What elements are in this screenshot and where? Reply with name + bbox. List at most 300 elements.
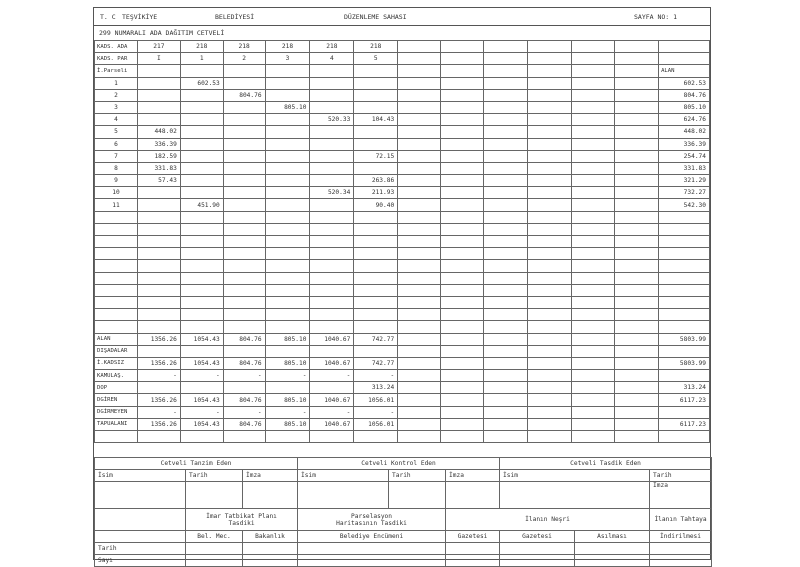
parcel-value xyxy=(310,126,354,138)
table-cell xyxy=(310,248,354,260)
summary-value: - xyxy=(310,370,354,382)
summary-row xyxy=(95,345,710,357)
table-cell xyxy=(180,309,223,321)
table-cell xyxy=(398,162,441,174)
summary-value: 1356.26 xyxy=(137,418,180,430)
parcel-value xyxy=(310,77,354,89)
table-cell xyxy=(440,394,483,406)
table-cell xyxy=(137,296,180,308)
table-cell xyxy=(483,418,528,430)
table-cell xyxy=(528,101,572,113)
summary-value xyxy=(180,345,223,357)
parselasyon-label xyxy=(298,509,446,531)
header-belediye: BELEDİYESİ xyxy=(215,13,255,21)
table-cell xyxy=(659,53,710,65)
table-cell xyxy=(483,284,528,296)
table-cell xyxy=(137,223,180,235)
ada-cell: 218 xyxy=(354,41,398,53)
table-cell xyxy=(398,175,441,187)
table-cell xyxy=(528,321,572,333)
table-cell xyxy=(483,394,528,406)
parcel-value xyxy=(265,199,310,211)
table-cell xyxy=(180,236,223,248)
table-cell xyxy=(137,236,180,248)
parcel-value: 520.33 xyxy=(310,114,354,126)
table-cell xyxy=(659,431,710,443)
table-cell xyxy=(659,248,710,260)
table-cell xyxy=(571,370,615,382)
table-cell xyxy=(180,211,223,223)
table-cell xyxy=(528,296,572,308)
parcel-value: 520.34 xyxy=(310,187,354,199)
table-cell xyxy=(223,248,265,260)
section-tasdik: Cetveli Tasdik Eden xyxy=(500,458,712,470)
parcel-row xyxy=(95,162,710,174)
table-cell xyxy=(440,162,483,174)
table-cell xyxy=(528,394,572,406)
table-cell xyxy=(659,309,710,321)
table-cell xyxy=(310,260,354,272)
parselasyon-line1: Parselasyon xyxy=(351,512,392,520)
table-cell xyxy=(615,211,659,223)
table-cell xyxy=(440,382,483,394)
parcel-number: 6 xyxy=(95,138,138,150)
summary-value: 1054.43 xyxy=(180,357,223,369)
summary-row xyxy=(95,394,710,406)
summary-value: 805.10 xyxy=(265,333,310,345)
table-cell xyxy=(310,284,354,296)
summary-value: 804.76 xyxy=(223,333,265,345)
belediye-encumeni-label: Belediye Encümeni xyxy=(298,531,446,543)
table-cell xyxy=(180,223,223,235)
alan-header: ALAN xyxy=(659,65,710,77)
table-cell xyxy=(180,65,223,77)
tarih-row-label: Tarih xyxy=(95,543,186,555)
tarih-label-2: Tarih xyxy=(389,470,446,482)
parcel-total: 542.30 xyxy=(659,199,710,211)
row-label: KADS. ADA xyxy=(95,41,138,53)
table-cell xyxy=(571,150,615,162)
row-label: İ.Parseli xyxy=(95,65,138,77)
parcel-row xyxy=(95,138,710,150)
table-cell xyxy=(571,199,615,211)
table-cell xyxy=(571,345,615,357)
table-cell xyxy=(659,211,710,223)
table-cell xyxy=(615,296,659,308)
table-cell xyxy=(615,77,659,89)
parcel-total: 321.29 xyxy=(659,175,710,187)
table-cell xyxy=(310,65,354,77)
summary-value xyxy=(137,345,180,357)
parcel-value xyxy=(265,89,310,101)
table-cell xyxy=(398,150,441,162)
table-cell xyxy=(483,406,528,418)
parcel-value xyxy=(223,175,265,187)
parcel-value: 336.39 xyxy=(137,138,180,150)
table-cell xyxy=(571,431,615,443)
table-cell xyxy=(483,101,528,113)
summary-value xyxy=(180,382,223,394)
table-cell xyxy=(354,272,398,284)
imar-plan-line1: İmar Tatbikat Planı xyxy=(206,512,277,520)
table-cell xyxy=(398,394,441,406)
table-cell xyxy=(483,114,528,126)
table-cell xyxy=(615,357,659,369)
table-cell xyxy=(354,296,398,308)
table-cell xyxy=(615,260,659,272)
table-cell xyxy=(483,357,528,369)
summary-value: 1356.26 xyxy=(137,357,180,369)
table-cell xyxy=(398,41,441,53)
table-cell xyxy=(398,309,441,321)
table-cell xyxy=(483,89,528,101)
summary-value xyxy=(265,345,310,357)
summary-value: - xyxy=(223,370,265,382)
table-cell xyxy=(571,138,615,150)
summary-value: 804.76 xyxy=(223,394,265,406)
table-cell xyxy=(440,175,483,187)
parcel-value: 182.59 xyxy=(137,150,180,162)
table-cell xyxy=(659,284,710,296)
table-cell xyxy=(483,296,528,308)
summary-value: - xyxy=(223,406,265,418)
parcel-value xyxy=(310,150,354,162)
table-cell xyxy=(483,370,528,382)
table-cell xyxy=(483,236,528,248)
summary-value: - xyxy=(265,370,310,382)
parcel-value xyxy=(310,175,354,187)
blank-row xyxy=(95,248,710,260)
parcel-value xyxy=(223,162,265,174)
table-cell xyxy=(180,248,223,260)
table-cell xyxy=(615,89,659,101)
parcel-value xyxy=(137,187,180,199)
parcel-row xyxy=(95,187,710,199)
parcel-number: 7 xyxy=(95,150,138,162)
parcel-value: 805.10 xyxy=(265,101,310,113)
indirilmesi-label: İndirilmesi xyxy=(650,531,712,543)
table-cell xyxy=(180,260,223,272)
summary-total: 5803.99 xyxy=(659,333,710,345)
table-cell xyxy=(528,211,572,223)
table-cell xyxy=(528,199,572,211)
table-cell xyxy=(310,272,354,284)
isim-label-2: İsim xyxy=(298,470,389,482)
parcel-row xyxy=(95,89,710,101)
table-cell xyxy=(265,260,310,272)
table-cell xyxy=(528,345,572,357)
par-cell: 2 xyxy=(223,53,265,65)
parcel-number: 11 xyxy=(95,199,138,211)
table-cell xyxy=(483,382,528,394)
summary-value: 804.76 xyxy=(223,357,265,369)
header-tc: T. C xyxy=(100,13,116,21)
table-cell xyxy=(571,126,615,138)
table-cell xyxy=(95,260,138,272)
parcel-value xyxy=(137,77,180,89)
table-cell xyxy=(440,406,483,418)
table-cell xyxy=(137,321,180,333)
parcel-table xyxy=(94,40,710,443)
blank-row xyxy=(95,321,710,333)
table-cell xyxy=(615,309,659,321)
header-office: DÜZENLEME SAHASI xyxy=(344,13,407,21)
table-cell xyxy=(310,321,354,333)
parcel-total: 331.83 xyxy=(659,162,710,174)
summary-value xyxy=(354,345,398,357)
summary-value: 1054.43 xyxy=(180,394,223,406)
table-cell xyxy=(528,89,572,101)
isim-label-1: İsim xyxy=(95,470,186,482)
table-cell xyxy=(483,77,528,89)
table-cell xyxy=(483,272,528,284)
table-cell xyxy=(265,284,310,296)
parcel-value xyxy=(223,114,265,126)
table-cell xyxy=(440,223,483,235)
table-cell xyxy=(483,53,528,65)
parcel-value: 331.83 xyxy=(137,162,180,174)
table-cell xyxy=(483,248,528,260)
table-cell xyxy=(659,272,710,284)
parcel-row xyxy=(95,77,710,89)
summary-row xyxy=(95,382,710,394)
imza-label-3: İmza xyxy=(650,482,712,509)
table-cell xyxy=(310,211,354,223)
summary-value: 1040.67 xyxy=(310,357,354,369)
summary-value xyxy=(137,382,180,394)
summary-value: 1040.67 xyxy=(310,394,354,406)
table-cell xyxy=(615,199,659,211)
table-cell xyxy=(440,150,483,162)
parcel-total: 732.27 xyxy=(659,187,710,199)
table-cell xyxy=(659,260,710,272)
summary-value: - xyxy=(310,406,354,418)
table-cell xyxy=(95,284,138,296)
table-cell xyxy=(265,65,310,77)
par-cell: 1 xyxy=(180,53,223,65)
table-cell xyxy=(440,101,483,113)
parcel-row xyxy=(95,114,710,126)
table-cell xyxy=(354,431,398,443)
parcel-value xyxy=(223,199,265,211)
table-cell xyxy=(398,187,441,199)
table-cell xyxy=(398,77,441,89)
table-cell xyxy=(398,260,441,272)
parcel-total: 448.02 xyxy=(659,126,710,138)
summary-total xyxy=(659,370,710,382)
table-cell xyxy=(180,296,223,308)
parcel-value xyxy=(354,77,398,89)
table-cell xyxy=(615,248,659,260)
parcel-value xyxy=(223,150,265,162)
table-cell xyxy=(528,41,572,53)
table-cell xyxy=(95,248,138,260)
table-cell xyxy=(571,53,615,65)
tarih-label-3: Tarih xyxy=(650,470,712,482)
table-cell xyxy=(265,236,310,248)
table-cell xyxy=(571,65,615,77)
table-cell xyxy=(571,223,615,235)
table-cell xyxy=(528,370,572,382)
par-cell: 5 xyxy=(354,53,398,65)
summary-row xyxy=(95,333,710,345)
table-cell xyxy=(398,126,441,138)
table-cell xyxy=(483,187,528,199)
table-cell xyxy=(398,101,441,113)
sayi-row-label: Sayı xyxy=(95,555,186,567)
table-cell xyxy=(483,333,528,345)
table-cell xyxy=(615,272,659,284)
summary-value: 742.77 xyxy=(354,357,398,369)
table-cell xyxy=(137,211,180,223)
table-cell xyxy=(398,272,441,284)
table-cell xyxy=(440,89,483,101)
parcel-number: 5 xyxy=(95,126,138,138)
table-cell xyxy=(483,138,528,150)
table-cell xyxy=(528,418,572,430)
table-cell xyxy=(571,284,615,296)
table-cell xyxy=(310,223,354,235)
table-cell xyxy=(180,272,223,284)
table-cell xyxy=(440,211,483,223)
table-cell xyxy=(354,223,398,235)
table-cell xyxy=(528,77,572,89)
parcel-number: 2 xyxy=(95,89,138,101)
parcel-value xyxy=(180,150,223,162)
table-cell xyxy=(528,65,572,77)
table-cell xyxy=(615,406,659,418)
table-cell xyxy=(528,175,572,187)
parcel-value xyxy=(223,101,265,113)
table-cell xyxy=(615,382,659,394)
table-cell xyxy=(137,284,180,296)
table-cell xyxy=(440,126,483,138)
table-cell xyxy=(483,199,528,211)
table-cell xyxy=(223,321,265,333)
parcel-value xyxy=(137,114,180,126)
asilmasi-label: Asılması xyxy=(575,531,650,543)
table-cell xyxy=(398,89,441,101)
blank-row xyxy=(95,211,710,223)
ada-cell: 218 xyxy=(265,41,310,53)
table-cell xyxy=(310,309,354,321)
summary-total xyxy=(659,345,710,357)
table-cell xyxy=(571,175,615,187)
table-cell xyxy=(137,431,180,443)
table-cell xyxy=(398,382,441,394)
table-cell xyxy=(571,162,615,174)
table-cell xyxy=(483,126,528,138)
table-cell xyxy=(528,431,572,443)
imza-label-1: İmza xyxy=(243,470,298,482)
table-cell xyxy=(265,248,310,260)
table-cell xyxy=(483,211,528,223)
par-cell: 3 xyxy=(265,53,310,65)
table-cell xyxy=(615,223,659,235)
table-cell xyxy=(440,77,483,89)
parcel-value: 72.15 xyxy=(354,150,398,162)
parcel-row xyxy=(95,175,710,187)
table-cell xyxy=(528,53,572,65)
summary-value: 1356.26 xyxy=(137,333,180,345)
summary-value: 1356.26 xyxy=(137,394,180,406)
distribution-sheet xyxy=(93,7,711,564)
table-cell xyxy=(398,345,441,357)
summary-value: 805.10 xyxy=(265,357,310,369)
table-cell xyxy=(95,431,138,443)
table-cell xyxy=(354,284,398,296)
table-cell xyxy=(528,309,572,321)
table-cell xyxy=(95,309,138,321)
table-cell xyxy=(398,284,441,296)
summary-value xyxy=(223,382,265,394)
table-cell xyxy=(265,296,310,308)
table-cell xyxy=(483,65,528,77)
parcel-value xyxy=(265,187,310,199)
summary-value xyxy=(265,382,310,394)
table-cell xyxy=(398,114,441,126)
table-cell xyxy=(265,223,310,235)
summary-value: 1040.67 xyxy=(310,418,354,430)
table-cell xyxy=(528,150,572,162)
table-cell xyxy=(571,272,615,284)
parcel-value xyxy=(310,89,354,101)
table-cell xyxy=(223,236,265,248)
table-cell xyxy=(354,321,398,333)
table-cell xyxy=(137,272,180,284)
table-cell xyxy=(571,114,615,126)
table-cell xyxy=(615,418,659,430)
table-cell xyxy=(659,236,710,248)
table-cell xyxy=(398,199,441,211)
table-cell xyxy=(615,162,659,174)
blank-row xyxy=(95,260,710,272)
table-cell xyxy=(223,272,265,284)
table-cell xyxy=(571,101,615,113)
table-cell xyxy=(398,211,441,223)
table-cell xyxy=(483,150,528,162)
ada-cell: 218 xyxy=(223,41,265,53)
ada-cell: 217 xyxy=(137,41,180,53)
blank-row xyxy=(95,431,710,443)
parcel-total: 624.76 xyxy=(659,114,710,126)
summary-value xyxy=(310,345,354,357)
table-cell xyxy=(528,162,572,174)
summary-value: - xyxy=(354,370,398,382)
parcel-value xyxy=(310,199,354,211)
table-cell xyxy=(354,211,398,223)
header-page-number: SAYFA NO: 1 xyxy=(634,13,678,21)
parcel-value xyxy=(354,101,398,113)
summary-row xyxy=(95,406,710,418)
parcel-value xyxy=(265,126,310,138)
table-cell xyxy=(615,333,659,345)
parcel-number: 8 xyxy=(95,162,138,174)
table-cell xyxy=(571,394,615,406)
summary-label: DGİRMEYEN xyxy=(95,406,138,418)
kads-par-row xyxy=(95,53,710,65)
table-cell xyxy=(571,260,615,272)
summary-value: 804.76 xyxy=(223,418,265,430)
table-cell xyxy=(398,418,441,430)
summary-value: - xyxy=(265,406,310,418)
table-cell xyxy=(440,309,483,321)
table-cell xyxy=(528,357,572,369)
table-cell xyxy=(571,41,615,53)
parcel-value xyxy=(310,138,354,150)
ada-cell: 218 xyxy=(310,41,354,53)
table-cell xyxy=(483,175,528,187)
